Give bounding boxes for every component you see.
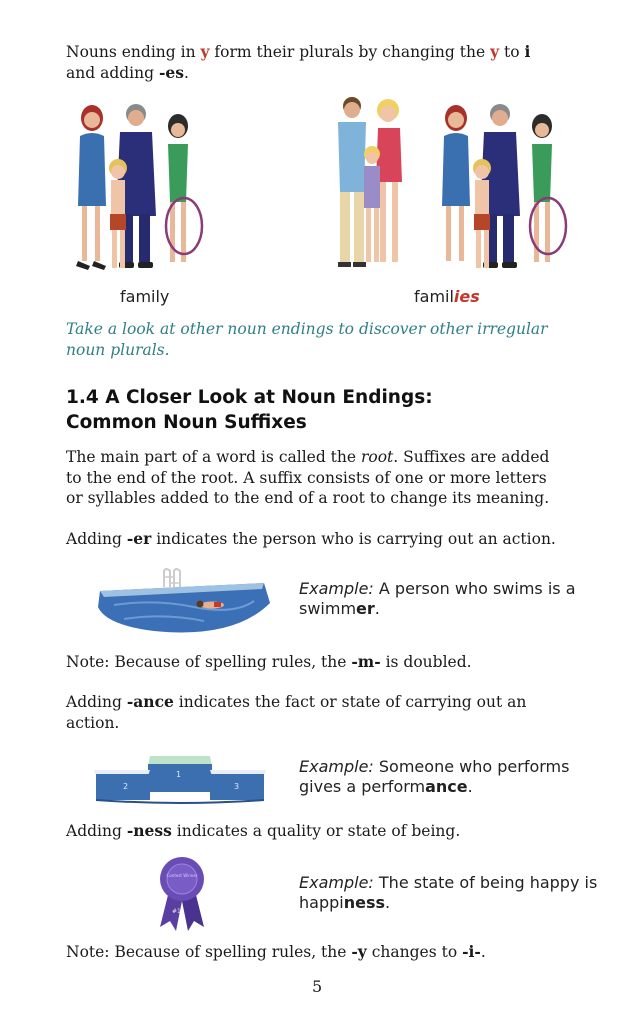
caption-families-suffix: ies	[453, 287, 480, 306]
er-example	[299, 579, 599, 619]
podium-first-number: 1	[176, 770, 182, 779]
er-paragraph	[66, 529, 576, 550]
caption-families-stem: famil	[414, 287, 454, 306]
caption-family: family	[120, 287, 170, 306]
note-text: is doubled.	[380, 653, 472, 671]
note-bold: -m-	[351, 652, 381, 671]
ness-text: indicates a quality or state of being.	[171, 822, 461, 840]
ance-paragraph	[66, 692, 548, 733]
pool-ladder	[164, 569, 180, 587]
intro-paragraph	[66, 42, 566, 83]
podium-second-number: 2	[123, 782, 129, 791]
example-text: The state of being happy is happi	[299, 873, 598, 912]
ribbon-number: #1	[172, 908, 181, 915]
podium-third-number: 3	[234, 782, 240, 791]
example-suffix: ance	[425, 777, 468, 796]
section-heading-line1: 1.4 A Closer Look at Noun Endings:	[66, 387, 433, 408]
family-copy	[442, 104, 566, 268]
families-illustration	[322, 92, 572, 282]
letter-y: y	[490, 42, 500, 61]
note-text: .	[480, 943, 486, 961]
suffix-ance: -ance	[126, 692, 174, 711]
definition-text: The main part of a word is called the	[66, 448, 361, 466]
example-text: .	[385, 893, 391, 912]
definition-text: . Suffixes are added to the end of the root. A suffix consists of one or more letters or syllables added to the end of a root to change its meaning.	[66, 448, 550, 507]
letter-i: i	[524, 42, 531, 61]
suffix-ness: -ness	[126, 821, 172, 840]
intro-text: Nouns ending in	[66, 43, 201, 61]
mother-figure	[76, 105, 106, 270]
example-suffix: er	[356, 599, 375, 618]
intro-text: to	[499, 43, 525, 61]
ness-text: Adding	[66, 822, 127, 840]
note-text: changes to	[366, 943, 463, 961]
example-label: Example:	[299, 757, 374, 776]
ribbon-award-image	[154, 855, 210, 933]
suffix-es: -es	[158, 62, 184, 82]
note-text: Note: Because of spelling rules, the	[66, 653, 352, 671]
father-figure	[338, 97, 366, 267]
winners-podium-image	[90, 752, 270, 806]
suffix-er: -er	[126, 529, 152, 548]
example-label: Example:	[299, 873, 374, 892]
girl-figure	[166, 114, 202, 262]
example-suffix: ness	[343, 893, 385, 912]
example-text: .	[374, 599, 380, 618]
tip-text: Take a look at other noun endings to discover other irregular noun plurals.	[66, 320, 548, 359]
term-root: root	[360, 448, 394, 466]
swimming-pool-image	[94, 565, 274, 637]
letter-y: y	[200, 42, 210, 61]
ance-example	[299, 757, 599, 797]
ness-paragraph	[66, 821, 566, 842]
ribbon-text: Contest Winner	[166, 873, 198, 878]
intro-text: and adding	[66, 63, 159, 82]
family-illustration	[70, 96, 210, 282]
caption-families	[414, 287, 480, 306]
note-bold: -i-	[462, 942, 481, 961]
example-label: Example:	[299, 579, 374, 598]
note-y-to-i	[66, 942, 566, 963]
ance-text: indicates the fact or state of carrying out an action.	[66, 693, 527, 732]
er-text: indicates the person who is carrying out an action.	[151, 530, 556, 548]
example-text: .	[467, 777, 473, 796]
ness-example	[299, 873, 599, 913]
section-heading	[66, 385, 433, 435]
er-text: Adding	[66, 530, 127, 548]
section-heading-line2: Common Noun Suffixes	[66, 412, 307, 433]
ance-text: Adding	[66, 693, 127, 711]
example-text: A person who swims is a swimm	[299, 579, 576, 618]
intro-text: .	[183, 63, 189, 82]
note-text: Note: Because of spelling rules, the	[66, 943, 352, 961]
example-text: Someone who performs gives a perform	[299, 757, 570, 796]
intro-text: form their plurals by changing the	[209, 43, 491, 61]
page-number: 5	[312, 977, 323, 996]
note-bold: -y	[351, 942, 367, 961]
note-doubling	[66, 652, 566, 673]
definition-paragraph	[66, 447, 558, 509]
